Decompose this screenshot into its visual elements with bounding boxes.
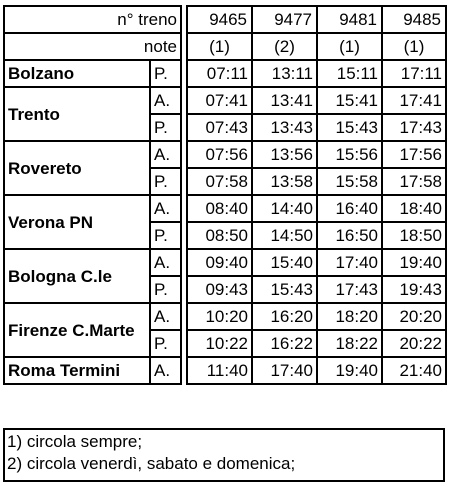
train-number: 9477 [252, 6, 317, 33]
time-cell: 08:50 [187, 222, 252, 249]
time-cell: 07:11 [187, 60, 252, 87]
arrival-departure-marker: P. [150, 276, 181, 303]
time-cell: 16:40 [317, 195, 382, 222]
time-cell: 14:50 [252, 222, 317, 249]
time-cell: 13:56 [252, 141, 317, 168]
time-cell: 15:43 [252, 276, 317, 303]
arrival-departure-marker: A. [150, 195, 181, 222]
time-cell: 14:40 [252, 195, 317, 222]
train-number: 9485 [382, 6, 446, 33]
train-note: (1) [187, 33, 252, 60]
time-cell: 19:40 [382, 249, 446, 276]
time-cell: 13:58 [252, 168, 317, 195]
station-name: Verona PN [4, 195, 150, 249]
time-cell: 10:20 [187, 303, 252, 330]
timetable-row [4, 195, 446, 222]
arrival-departure-marker: A. [150, 303, 181, 330]
time-cell: 09:40 [187, 249, 252, 276]
time-cell: 16:20 [252, 303, 317, 330]
timetable-row [4, 87, 446, 114]
header-row-train [4, 6, 446, 33]
time-cell: 15:11 [317, 60, 382, 87]
legend-note-1: 1) circola sempre; [7, 432, 143, 451]
legend-note-2: 2) circola venerdì, sabato e domenica; [7, 454, 296, 473]
time-cell: 07:58 [187, 168, 252, 195]
time-cell: 18:50 [382, 222, 446, 249]
time-cell: 17:58 [382, 168, 446, 195]
arrival-departure-marker: A. [150, 249, 181, 276]
header-row-notes [4, 33, 446, 60]
timetable-row [4, 357, 446, 384]
train-note: (1) [382, 33, 446, 60]
station-name: Bolzano [4, 60, 150, 87]
notes-legend [3, 428, 445, 482]
time-cell: 17:43 [382, 114, 446, 141]
train-note: (1) [317, 33, 382, 60]
train-number: 9481 [317, 6, 382, 33]
arrival-departure-marker: P. [150, 114, 181, 141]
time-cell: 17:43 [317, 276, 382, 303]
station-name: Firenze C.Marte [4, 303, 150, 357]
time-cell: 17:40 [252, 357, 317, 384]
time-cell: 15:41 [317, 87, 382, 114]
time-cell: 08:40 [187, 195, 252, 222]
timetable-row [4, 249, 446, 276]
time-cell: 15:43 [317, 114, 382, 141]
time-cell: 10:22 [187, 330, 252, 357]
time-cell: 13:41 [252, 87, 317, 114]
time-cell: 20:20 [382, 303, 446, 330]
time-cell: 21:40 [382, 357, 446, 384]
train-note: (2) [252, 33, 317, 60]
train-number-label: n° treno [4, 6, 181, 33]
timetable [3, 5, 447, 385]
time-cell: 18:40 [382, 195, 446, 222]
arrival-departure-marker: P. [150, 330, 181, 357]
arrival-departure-marker: A. [150, 141, 181, 168]
note-label: note [4, 33, 181, 60]
time-cell: 19:40 [317, 357, 382, 384]
train-number: 9465 [187, 6, 252, 33]
arrival-departure-marker: P. [150, 168, 181, 195]
time-cell: 13:11 [252, 60, 317, 87]
time-cell: 15:56 [317, 141, 382, 168]
time-cell: 18:20 [317, 303, 382, 330]
time-cell: 11:40 [187, 357, 252, 384]
time-cell: 17:11 [382, 60, 446, 87]
arrival-departure-marker: A. [150, 87, 181, 114]
time-cell: 17:56 [382, 141, 446, 168]
timetable-row [4, 303, 446, 330]
station-name: Rovereto [4, 141, 150, 195]
time-cell: 16:22 [252, 330, 317, 357]
station-name: Bologna C.le [4, 249, 150, 303]
time-cell: 17:40 [317, 249, 382, 276]
arrival-departure-marker: A. [150, 357, 181, 384]
station-name: Roma Termini [4, 357, 150, 384]
timetable-row [4, 60, 446, 87]
time-cell: 07:41 [187, 87, 252, 114]
arrival-departure-marker: P. [150, 222, 181, 249]
time-cell: 19:43 [382, 276, 446, 303]
time-cell: 15:58 [317, 168, 382, 195]
time-cell: 09:43 [187, 276, 252, 303]
time-cell: 13:43 [252, 114, 317, 141]
station-name: Trento [4, 87, 150, 141]
arrival-departure-marker: P. [150, 60, 181, 87]
time-cell: 07:43 [187, 114, 252, 141]
time-cell: 20:22 [382, 330, 446, 357]
time-cell: 16:50 [317, 222, 382, 249]
time-cell: 17:41 [382, 87, 446, 114]
time-cell: 18:22 [317, 330, 382, 357]
time-cell: 07:56 [187, 141, 252, 168]
timetable-row [4, 141, 446, 168]
time-cell: 15:40 [252, 249, 317, 276]
